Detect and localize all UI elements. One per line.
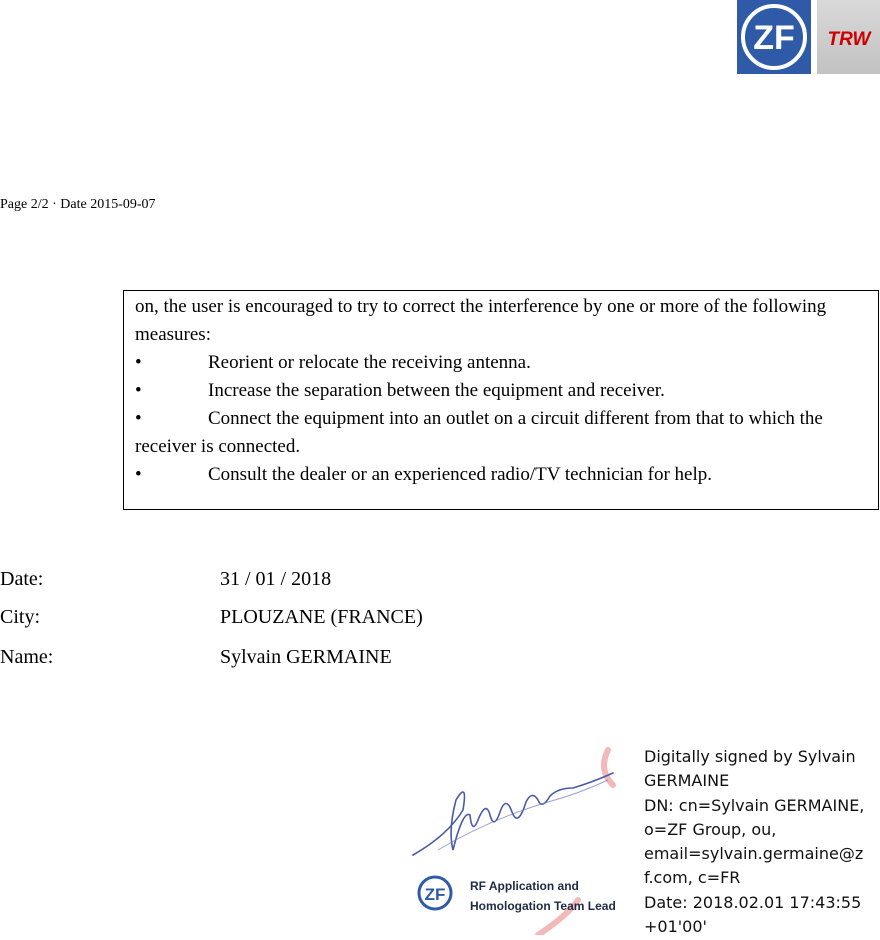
digital-signature-line: o=ZF Group, ou, xyxy=(644,819,777,839)
measure-item: • Reorient or relocate the receiving antenna. xyxy=(135,349,868,377)
measure-item: • Increase the separation between the equipment and receiver. xyxy=(135,377,868,405)
svg-text:ZF: ZF xyxy=(753,19,795,57)
zf-logo xyxy=(737,0,811,74)
name-value: Sylvain GERMAINE xyxy=(220,646,392,668)
digital-signature-line: f.com, c=FR xyxy=(644,868,741,888)
signer-role-line-2: Homologation Team Lead xyxy=(470,899,616,913)
bullet-icon: • xyxy=(135,380,142,401)
digital-signature-info xyxy=(644,745,880,939)
bullet-icon: • xyxy=(135,464,142,485)
date-value: 31 / 01 / 2018 xyxy=(220,568,332,590)
digital-signature-line: Date: 2018.02.01 17:43:55 xyxy=(644,892,862,912)
digital-signature-line: +01'00' xyxy=(644,917,707,937)
digital-signature-line: email=sylvain.germaine@z xyxy=(644,844,864,864)
notice-intro: on, the user is encouraged to try to correct the interference by one or more of the following measures: xyxy=(135,296,827,345)
digital-signature-line: GERMAINE xyxy=(644,771,730,791)
trw-logo-mark xyxy=(817,0,880,74)
signer-role xyxy=(470,876,616,916)
bullet-icon: • xyxy=(135,408,142,429)
trw-logo xyxy=(817,0,880,74)
digital-signature-line: DN: cn=Sylvain GERMAINE, xyxy=(644,795,865,815)
measure-item: • Connect the equipment into an outlet on a circuit different from that to which the receiver is connected. xyxy=(135,405,868,461)
measure-item: • Consult the dealer or an experienced radio/TV technician for help. xyxy=(135,461,868,489)
fcc-notice-box xyxy=(123,290,879,510)
date-label: Date: xyxy=(0,568,44,590)
bullet-icon: • xyxy=(135,352,142,373)
city-label: City: xyxy=(0,606,41,628)
svg-text:TRW: TRW xyxy=(827,29,871,50)
name-label: Name: xyxy=(0,646,54,668)
zf-logo-mark xyxy=(737,0,811,74)
signer-role-line-1: RF Application and xyxy=(470,879,579,893)
page-info: Page 2/2 · Date 2015-09-07 xyxy=(0,197,156,212)
svg-text:ZF: ZF xyxy=(424,885,446,904)
digital-signature-line: Digitally signed by Sylvain xyxy=(644,747,856,766)
city-value: PLOUZANE (FRANCE) xyxy=(220,606,423,628)
